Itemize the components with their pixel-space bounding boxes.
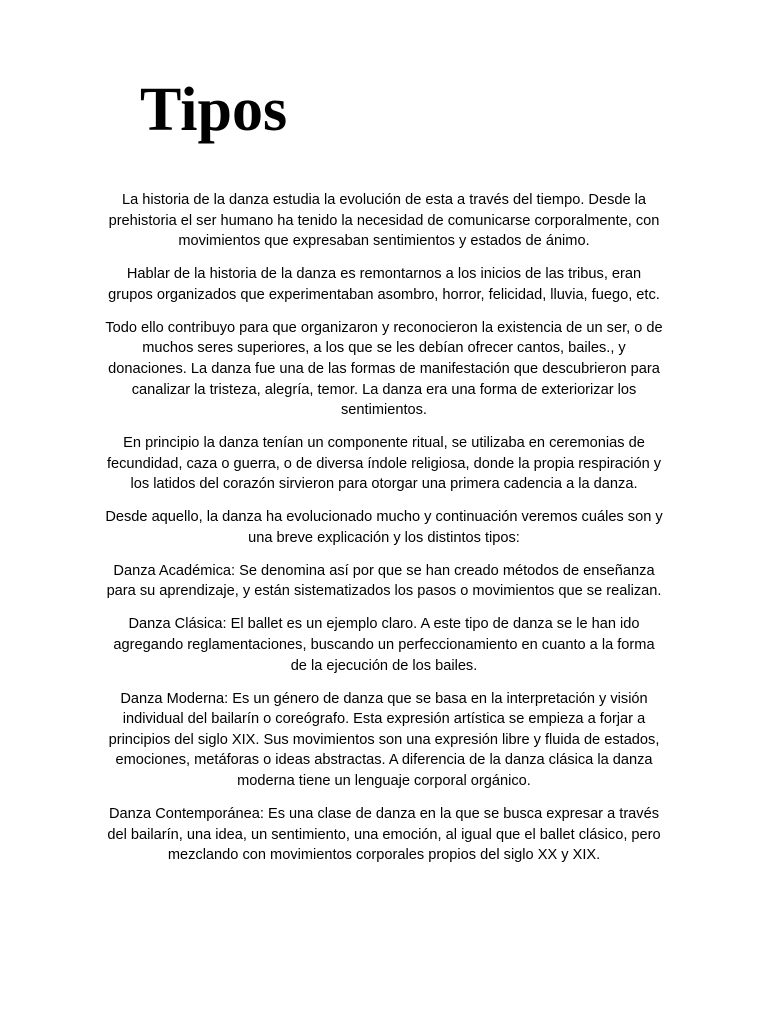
paragraph-tribus: Hablar de la historia de la danza es remontarnos a los inicios de las tribus, eran grupos organizados que experimentaban asombro, horror, felicidad, lluvia, fuego, etc. [108, 266, 660, 303]
paragraph-intro: La historia de la danza estudia la evolución de esta a través del tiempo. Desde la prehistoria el ser humano ha tenido la necesidad de comunicarse corporalmente, con movimientos que expresaban sentimientos y estados de ánimo. [108, 192, 660, 250]
paragraph-seres-superiores: Todo ello contribuyo para que organizaron y reconocieron la existencia de un ser, o de muchos seres superiores, a los que se les debían ofrecer cantos, bailes., y donaciones. La danza fue una de las formas de manifestación que descubrieron para canalizar la tristeza, alegría, temor. La danza era una forma de exteriorizar los sentimientos. [105, 319, 663, 419]
paragraph-ritual: En principio la danza tenían un componente ritual, se utilizaba en ceremonias de fecundidad, caza o guerra, o de diversa índole religiosa, donde la propia respiración y los latidos del corazón sirvieron para otorgar una primera cadencia a la danza. [106, 435, 662, 493]
paragraph-danza-clasica: Danza Clásica: El ballet es un ejemplo claro. A este tipo de danza se le han ido agregando reglamentaciones, buscando un perfeccionamiento en cuanto a la forma de la ejecución de los bailes. [113, 616, 655, 674]
paragraph-danza-moderna: Danza Moderna: Es un género de danza que se basa en la interpretación y visión individual del bailarín o coreógrafo. Esta expresión artística se empieza a forjar a principios del siglo XIX. Sus movimientos son una expresión libre y fluida de estados, emociones, metáforas o ideas abstractas. A diferencia de la danza clásica la danza moderna tiene un lenguaje corporal orgánico. [108, 690, 660, 789]
paragraph-evolucion: Desde aquello, la danza ha evolucionado mucho y continuación veremos cuáles son y una breve explicación y los distintos tipos: [105, 509, 663, 546]
page-title: Tipos [140, 76, 288, 144]
paragraph-danza-contemporanea: Danza Contemporánea: Es una clase de danza en la que se busca expresar a través del bailarín, una idea, un sentimiento, una emoción, al igual que el ballet clásico, pero mezclando con movimientos corporales propios del siglo XX y XIX. [107, 805, 661, 864]
paragraph-danza-academica: Danza Académica: Se denomina así por que se han creado métodos de enseñanza para su aprendizaje, y están sistematizados los pasos o movimientos que se realizan. [106, 562, 662, 600]
document-body [104, 190, 664, 878]
